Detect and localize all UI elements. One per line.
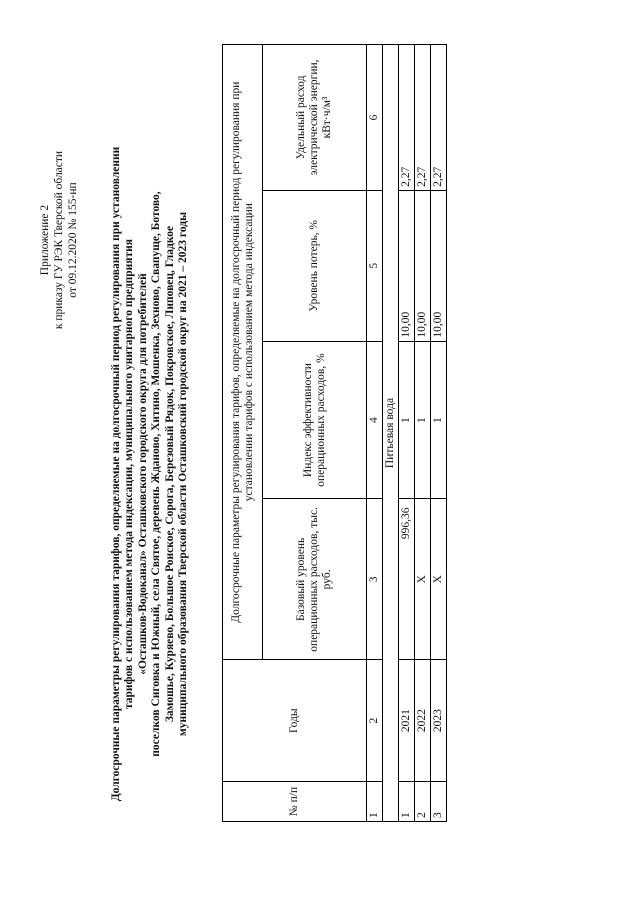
column-number: 2 (367, 660, 383, 782)
table-row (415, 45, 431, 822)
row-year: 2023 (431, 660, 447, 782)
row-index: 1 (431, 341, 447, 499)
parameters-table (222, 44, 447, 822)
header-num: № п/п (223, 782, 367, 822)
section-header: Питьевая вода (383, 45, 399, 822)
row-loss: 10,00 (399, 190, 415, 341)
row-year: 2021 (399, 660, 415, 782)
column-number: 5 (367, 190, 383, 341)
header-loss-level: Уровень потерь, % (263, 190, 367, 341)
row-base: 996,36 (399, 499, 415, 660)
approval-line: к приказу ГУ РЭК Тверской области (53, 150, 65, 330)
row-loss: 10,00 (415, 190, 431, 341)
header-efficiency-index: Индекс эффективности операционных расходов, % (263, 341, 367, 499)
row-index: 1 (399, 341, 415, 499)
column-number: 6 (367, 45, 383, 191)
title-line: Долгосрочные параметры регулирования тарифов, определяемые на долгосрочный период регулирования при установлении (110, 146, 122, 802)
column-number: 3 (367, 499, 383, 660)
row-index: 1 (415, 341, 431, 499)
row-num: 3 (431, 782, 447, 822)
header-group: Долгосрочные параметры регулирования тарифов, определяемые на долгосрочный период регулирования при установлении тарифов с использованием метода индексации (223, 45, 263, 660)
row-energy: 2,27 (431, 45, 447, 191)
row-energy: 2,27 (399, 45, 415, 191)
approval-line: от 09.12.2020 № 155-нп (67, 182, 79, 298)
row-base: X (415, 499, 431, 660)
column-number: 4 (367, 341, 383, 499)
approval-block (38, 90, 80, 390)
title-line: муниципального образования Тверской области Осташковский городской округ на 2021 – 2023 годы (177, 211, 190, 737)
row-num: 1 (399, 782, 415, 822)
row-num: 2 (415, 782, 431, 822)
approval-line: Приложение 2 (39, 204, 51, 276)
row-year: 2022 (415, 660, 431, 782)
header-base-expenses: Базовый уровень операционных расходов, тыс. руб. (263, 499, 367, 660)
header-years: Годы (223, 660, 367, 782)
row-base: X (431, 499, 447, 660)
table-row (399, 45, 415, 822)
table-row (431, 45, 447, 822)
column-number: 1 (367, 782, 383, 822)
row-energy: 2,27 (415, 45, 431, 191)
document-title (110, 84, 190, 864)
title-line: поселков Сиговка и Южный, села Святое, деревень Жданово, Хитино, Мошенка, Зехново, Свапуще, Ботово, (150, 191, 163, 757)
title-line: Замошье, Куряево, Большое Роиское, Сорога, Березовый Рядок, Покровское, Липовец, Гладкое (163, 225, 176, 723)
title-line: тарифов с использованием метода индексации, муниципального унитарного предприятия (123, 238, 136, 710)
title-line: «Осташков-Водоканал» Осташковского городского округа для потребителей (136, 273, 149, 675)
header-energy-consumption: Удельный расход электрической энергии, кВт·ч/м³ (263, 45, 367, 191)
row-loss: 10,00 (431, 190, 447, 341)
